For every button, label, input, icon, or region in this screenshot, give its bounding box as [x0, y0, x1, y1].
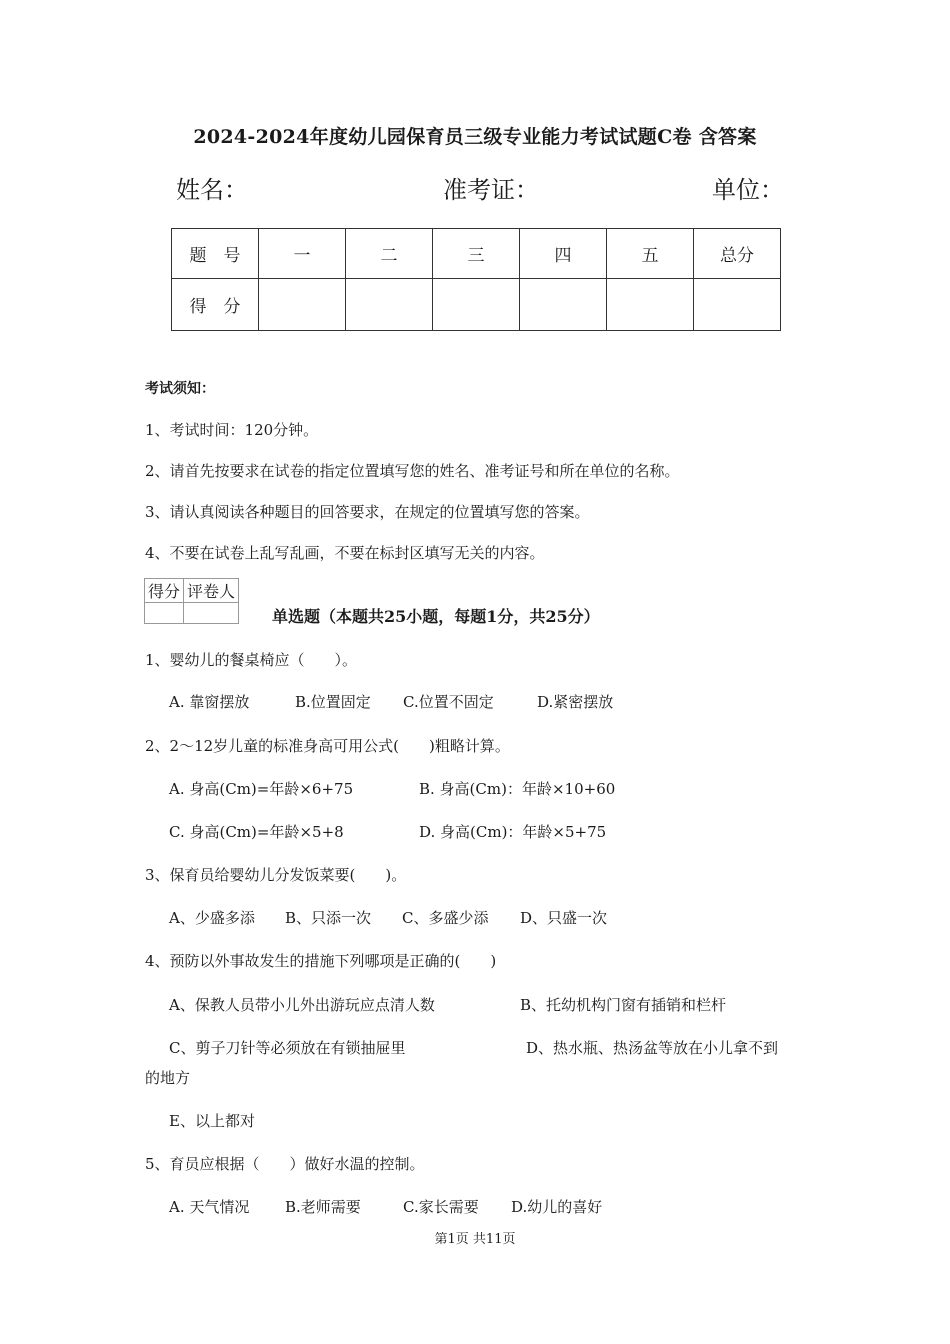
option: D.幼儿的喜好 [511, 1198, 603, 1216]
score-cell[interactable] [433, 279, 520, 331]
option: C.家长需要 [403, 1198, 479, 1216]
option: C.位置不固定 [403, 693, 494, 711]
score-cell[interactable] [346, 279, 433, 331]
grader-box [144, 578, 239, 624]
question-stem: 5、育员应根据（ ）做好水温的控制。 [145, 1155, 425, 1173]
notice-heading: 考试须知： [145, 381, 215, 397]
notice-item: 2、请首先按要求在试卷的指定位置填写您的姓名、准考证号和所在单位的名称。 [145, 462, 680, 480]
option: B、只添一次 [285, 909, 372, 927]
option: C、多盛少添 [402, 909, 489, 927]
option: A. 身高(Cm)=年龄×6+75 [169, 780, 354, 798]
section-title: 单选题（本题共25小题，每题1分，共25分） [272, 607, 600, 626]
option: B、托幼机构门窗有插销和栏杆 [520, 996, 727, 1014]
option: B.位置固定 [295, 693, 371, 711]
notice-item: 4、不要在试卷上乱写乱画，不要在标封区填写无关的内容。 [145, 544, 545, 562]
option: A. 靠窗摆放 [169, 693, 250, 711]
question-stem: 4、预防以外事故发生的措施下列哪项是正确的( ) [145, 952, 497, 970]
score-cell[interactable] [259, 279, 346, 331]
grader-reviewer-cell[interactable] [184, 603, 239, 624]
score-table [171, 228, 781, 331]
grader-score-label: 得分 [145, 579, 184, 603]
page-title: 2024-2024年度幼儿园保育员三级专业能力考试试题C卷 含答案 [193, 126, 757, 148]
grader-reviewer-label: 评卷人 [184, 579, 239, 603]
score-cell[interactable] [520, 279, 607, 331]
score-table-header-cell: 三 [433, 229, 520, 279]
page-footer: 第1页 共11页 [434, 1232, 516, 1247]
option: C、剪子刀针等必须放在有锁抽屉里 [169, 1039, 406, 1057]
score-cell[interactable] [694, 279, 781, 331]
score-cell[interactable] [607, 279, 694, 331]
option: A. 天气情况 [169, 1198, 250, 1216]
option: A、保教人员带小儿外出游玩应点清人数 [169, 996, 435, 1014]
grader-score-cell[interactable] [145, 603, 184, 624]
option: D、热水瓶、热汤盆等放在小儿拿不到 [526, 1039, 779, 1057]
score-table-header-cell: 一 [259, 229, 346, 279]
score-table-header-cell: 题 号 [172, 229, 259, 279]
score-table-header-cell: 总分 [694, 229, 781, 279]
score-table-row-label: 得 分 [172, 279, 259, 331]
score-table-header-cell: 五 [607, 229, 694, 279]
name-field-label: 姓名： [176, 176, 248, 204]
option: E、以上都对 [169, 1112, 255, 1130]
option: D. 身高(Cm)：年龄×5+75 [419, 823, 607, 841]
question-stem: 1、婴幼儿的餐桌椅应（ ）。 [145, 651, 358, 669]
notice-item: 1、考试时间：120分钟。 [145, 421, 319, 439]
option: C. 身高(Cm)=年龄×5+8 [169, 823, 344, 841]
option: D、只盛一次 [520, 909, 608, 927]
unit-field-label: 单位： [712, 176, 784, 204]
option-continuation: 的地方 [145, 1069, 191, 1087]
question-stem: 3、保育员给婴幼儿分发饭菜要( )。 [145, 866, 407, 884]
option: D.紧密摆放 [537, 693, 614, 711]
score-table-header-cell: 四 [520, 229, 607, 279]
exam-id-field-label: 准考证： [443, 176, 539, 204]
option: B.老师需要 [285, 1198, 361, 1216]
option: B. 身高(Cm)：年龄×10+60 [419, 780, 616, 798]
score-table-score-row [172, 279, 781, 331]
score-table-header-cell: 二 [346, 229, 433, 279]
option: A、少盛多添 [169, 909, 255, 927]
question-stem: 2、2～12岁儿童的标准身高可用公式( )粗略计算。 [145, 737, 510, 755]
notice-item: 3、请认真阅读各种题目的回答要求，在规定的位置填写您的答案。 [145, 503, 590, 521]
score-table-header-row [172, 229, 781, 279]
